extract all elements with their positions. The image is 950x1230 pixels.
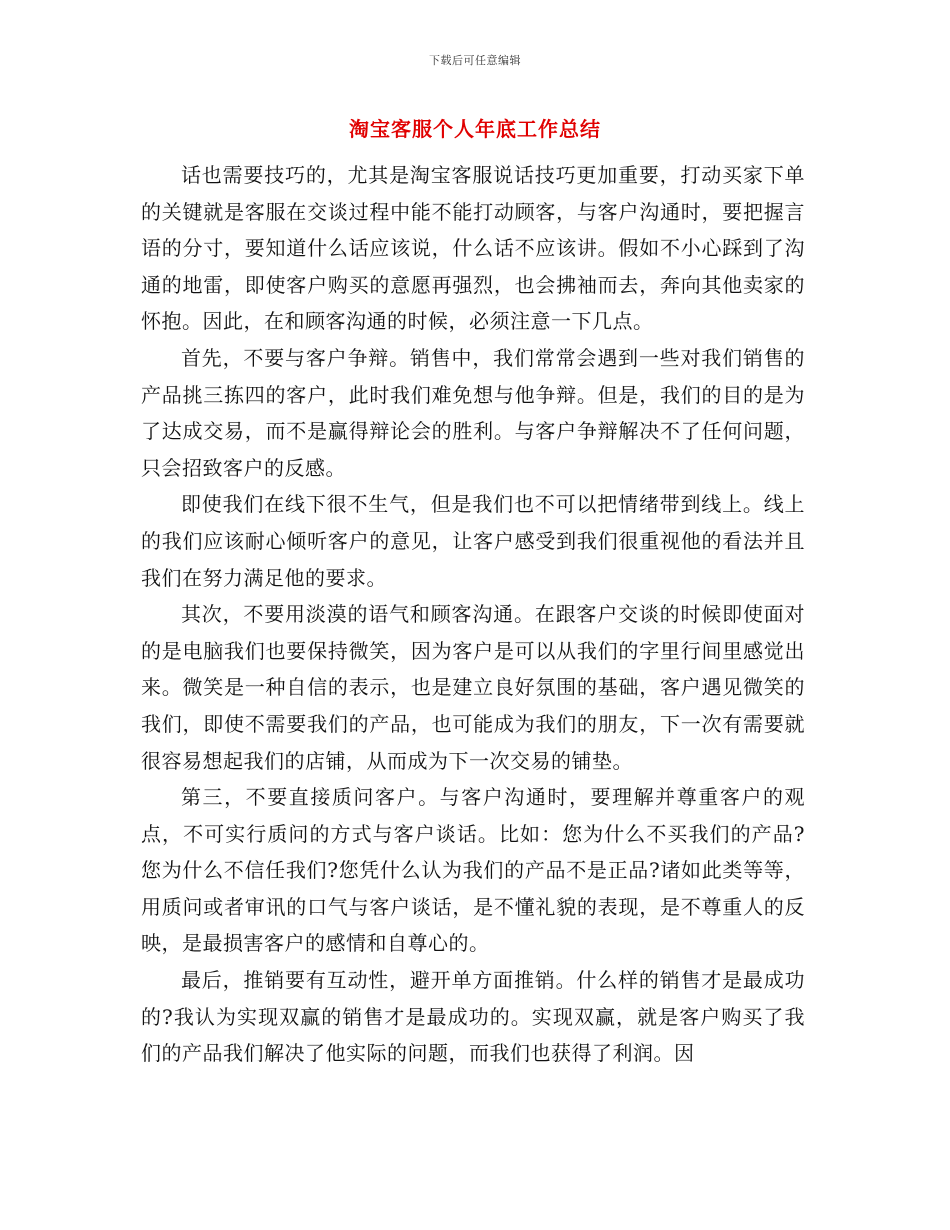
page-header-note: 下载后可任意编辑 [429, 54, 521, 67]
document-body [141, 157, 805, 1072]
document-title: 淘宝客服个人年底工作总结 [349, 117, 601, 141]
paragraph-intro: 话也需要技巧的，尤其是淘宝客服说话技巧更加重要，打动买家下单的关键就是客服在交谈过程中能不能打动顾客，与客户沟通时，要把握言语的分寸，要知道什么话应该说，什么话不应该讲。假如不小心踩到了沟通的地雷，即使客户购买的意愿再强烈，也会拂袖而去，奔向其他卖家的怀抱。因此，在和顾客沟通的时候，必须注意一下几点。 [141, 163, 805, 334]
paragraph-last-point: 最后，推销要有互动性，避开单方面推销。什么样的销售才是最成功的?我认为实现双赢的销售才是最成功的。实现双赢，就是客户购买了我们的产品我们解决了他实际的问题，而我们也获得了利润。因 [141, 968, 805, 1066]
paragraph-second-point: 其次，不要用淡漠的语气和顾客沟通。在跟客户交谈的时候即使面对的是电脑我们也要保持微笑，因为客户是可以从我们的字里行间里感觉出来。微笑是一种自信的表示，也是建立良好氛围的基础，客户遇见微笑的我们，即使不需要我们的产品，也可能成为我们的朋友，下一次有需要就很容易想起我们的店铺，从而成为下一次交易的铺垫。 [141, 602, 805, 773]
paragraph-third-point: 第三，不要直接质问客户。与客户沟通时，要理解并尊重客户的观点，不可实行质问的方式与客户谈话。比如：您为什么不买我们的产品?您为什么不信任我们?您凭什么认为我们的产品不是正品?诸如此类等等，用质问或者审讯的口气与客户谈话，是不懂礼貌的表现，是不尊重人的反映，是最损害客户的感情和自尊心的。 [141, 785, 805, 956]
paragraph-emotion: 即使我们在线下很不生气，但是我们也不可以把情绪带到线上。线上的我们应该耐心倾听客户的意见，让客户感受到我们很重视他的看法并且我们在努力满足他的要求。 [141, 492, 805, 590]
paragraph-first-point: 首先，不要与客户争辩。销售中，我们常常会遇到一些对我们销售的产品挑三拣四的客户，此时我们难免想与他争辩。但是，我们的目的是为了达成交易，而不是赢得辩论会的胜利。与客户争辩解决不了任何问题，只会招致客户的反感。 [141, 345, 805, 480]
